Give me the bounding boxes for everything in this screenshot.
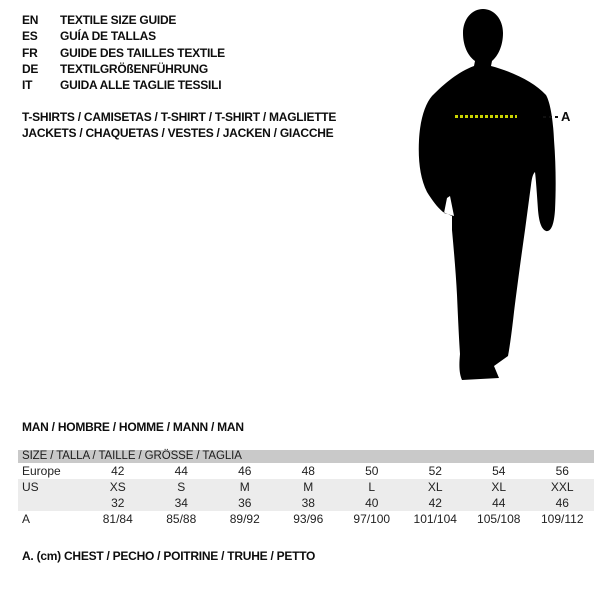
size-cell: 34	[174, 496, 188, 510]
language-code: ES	[22, 29, 38, 44]
size-cell: 56	[555, 464, 569, 478]
size-cell: 40	[365, 496, 379, 510]
language-title: GUIDE DES TAILLES TEXTILE	[60, 45, 225, 60]
table-row-us	[18, 479, 594, 495]
size-cell: 93/96	[293, 512, 324, 526]
language-title: GUIDA ALLE TAGLIE TESSILI	[60, 78, 222, 93]
size-cell: 101/104	[413, 512, 457, 526]
size-cell: XL	[427, 480, 443, 494]
language-guide-list	[22, 12, 225, 93]
size-cell: 42	[428, 496, 442, 510]
language-row	[22, 28, 225, 44]
size-cell: 81/84	[102, 512, 133, 526]
size-cell: XL	[491, 480, 507, 494]
size-table	[18, 450, 594, 527]
size-cell: 50	[365, 464, 379, 478]
language-title: TEXTILGRÖßENFÜHRUNG	[60, 61, 208, 76]
man-silhouette	[405, 5, 580, 390]
language-code: FR	[22, 45, 38, 60]
language-row	[22, 12, 225, 28]
table-row-europe	[18, 463, 594, 479]
jackets-line: JACKETS / CHAQUETAS / VESTES / JACKEN / GIACCHE	[22, 125, 334, 140]
language-code: EN	[22, 13, 39, 27]
language-code: DE	[22, 61, 39, 76]
size-cell: 46	[555, 496, 569, 510]
size-cell: 85/88	[166, 512, 197, 526]
size-cell: 32	[111, 496, 125, 510]
measure-extension-dashed-line	[543, 116, 560, 118]
size-cell: M	[239, 480, 250, 494]
size-table-header: SIZE / TALLA / TAILLE / GRÖSSE / TAGLIA	[18, 450, 594, 463]
size-cell: 46	[238, 464, 252, 478]
size-cell: XS	[109, 480, 126, 494]
size-cell: 54	[492, 464, 506, 478]
language-row	[22, 45, 225, 61]
size-cell: 52	[428, 464, 442, 478]
size-cell: M	[303, 480, 314, 494]
size-cell: 38	[301, 496, 315, 510]
measure-label-a: A	[561, 109, 571, 124]
category-lines	[22, 110, 336, 141]
row-label: Europe	[22, 464, 61, 478]
row-label: A	[22, 512, 31, 526]
size-cell: 89/92	[229, 512, 260, 526]
chest-measure-dashed-line	[455, 115, 517, 118]
row-label	[18, 495, 86, 511]
size-cell: 44	[492, 496, 506, 510]
language-row	[22, 61, 225, 77]
language-code: IT	[22, 78, 33, 93]
language-title: TEXTILE SIZE GUIDE	[60, 13, 177, 27]
section-title-man: MAN / HOMBRE / HOMME / MANN / MAN	[22, 420, 244, 434]
size-cell: 97/100	[353, 512, 391, 526]
row-label: US	[22, 480, 39, 494]
size-cell: S	[177, 480, 186, 494]
size-cell: 42	[111, 464, 125, 478]
size-cell: XXL	[550, 480, 574, 494]
size-cell: 48	[301, 464, 315, 478]
size-cell: 105/108	[477, 512, 521, 526]
size-cell: 109/112	[541, 512, 584, 526]
language-title: GUÍA DE TALLAS	[60, 29, 156, 44]
tshirts-line: T-SHIRTS / CAMISETAS / T-SHIRT / T-SHIRT / MAGLIETTE	[22, 110, 337, 124]
table-row-chest-a	[18, 511, 594, 527]
footnote-chest: A. (cm) CHEST / PECHO / POITRINE / TRUHE / PETTO	[22, 549, 316, 563]
size-cell: 36	[238, 496, 252, 510]
size-cell: 44	[174, 464, 188, 478]
size-cell: L	[368, 480, 376, 494]
language-row	[22, 77, 225, 93]
table-row-numeric	[18, 495, 594, 511]
